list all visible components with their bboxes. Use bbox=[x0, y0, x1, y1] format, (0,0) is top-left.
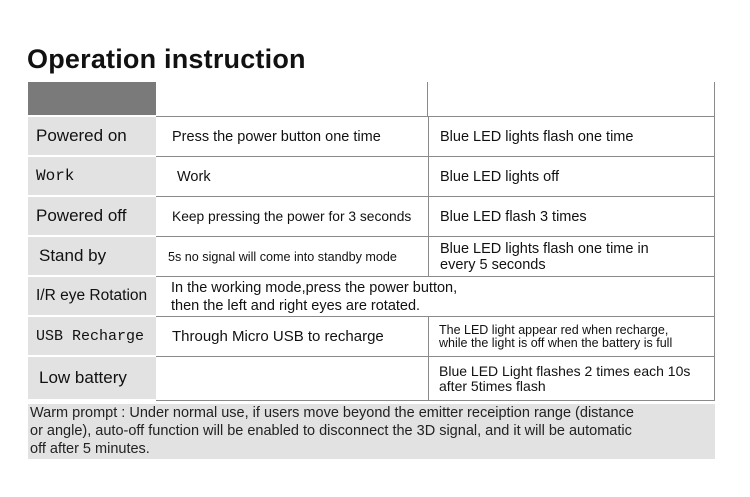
merged-line-2: then the left and right eyes are rotated. bbox=[171, 297, 421, 314]
header-cell-button: Button bbox=[156, 82, 428, 117]
row-label: I/R eye Rotation bbox=[28, 277, 156, 317]
table-row bbox=[28, 317, 715, 357]
led-line-1: Blue LED Light flashes 2 times each 10s bbox=[439, 362, 691, 379]
led-line-2: while the light is off when the battery is full bbox=[439, 335, 673, 350]
button-cell bbox=[156, 357, 429, 401]
page-title: Operation instruction bbox=[27, 44, 306, 74]
table-row bbox=[28, 197, 715, 237]
row-label bbox=[28, 317, 156, 357]
table-row bbox=[28, 277, 715, 317]
led-cell: Blue LED lights off bbox=[429, 157, 715, 197]
row-label: Low battery bbox=[28, 357, 156, 401]
merged-line-1: In the working mode,press the power button, bbox=[171, 279, 458, 296]
led-line-1: The LED light appear red when recharge, bbox=[439, 322, 669, 337]
warm-prompt-line-3: off after 5 minutes. bbox=[30, 441, 150, 457]
button-cell: Keep pressing the power for 3 seconds bbox=[156, 197, 429, 237]
button-cell: Work bbox=[156, 157, 429, 197]
led-cell: Blue LED lights flash one time bbox=[429, 117, 715, 157]
row-label: Powered on bbox=[28, 117, 156, 157]
led-line-2: after 5times flash bbox=[439, 377, 546, 394]
button-cell: Through Micro USB to recharge bbox=[156, 317, 429, 357]
led-cell bbox=[429, 237, 715, 277]
row-label: Powered off bbox=[28, 197, 156, 237]
row-label-usb: USB Recharge bbox=[36, 327, 145, 345]
table-row bbox=[28, 117, 715, 157]
merged-cell bbox=[156, 277, 715, 317]
table-row bbox=[28, 357, 715, 401]
led-cell bbox=[429, 357, 715, 401]
row-label: Stand by bbox=[28, 237, 156, 277]
warm-prompt-line-2: or angle), auto-off function will be enabled to disconnect the 3D signal, and it will be automatic bbox=[30, 423, 632, 439]
header-cell-empty bbox=[28, 82, 156, 117]
led-line-2: every 5 seconds bbox=[440, 256, 546, 273]
table-row bbox=[28, 237, 715, 277]
table-row bbox=[28, 157, 715, 197]
led-cell: Blue LED flash 3 times bbox=[429, 197, 715, 237]
led-cell bbox=[429, 317, 715, 357]
row-label: Work bbox=[28, 157, 156, 197]
button-cell: Press the power button one time bbox=[156, 117, 429, 157]
warm-prompt bbox=[28, 404, 715, 459]
table-header-row bbox=[28, 82, 715, 117]
header-cell-led-lights: LED lights bbox=[428, 82, 715, 117]
led-line-1: Blue LED lights flash one time in bbox=[440, 240, 649, 257]
warm-prompt-line-1: Warm prompt : Under normal use, if users move beyond the emitter receiption range (distance bbox=[30, 405, 634, 421]
button-cell: 5s no signal will come into standby mode bbox=[156, 237, 429, 277]
